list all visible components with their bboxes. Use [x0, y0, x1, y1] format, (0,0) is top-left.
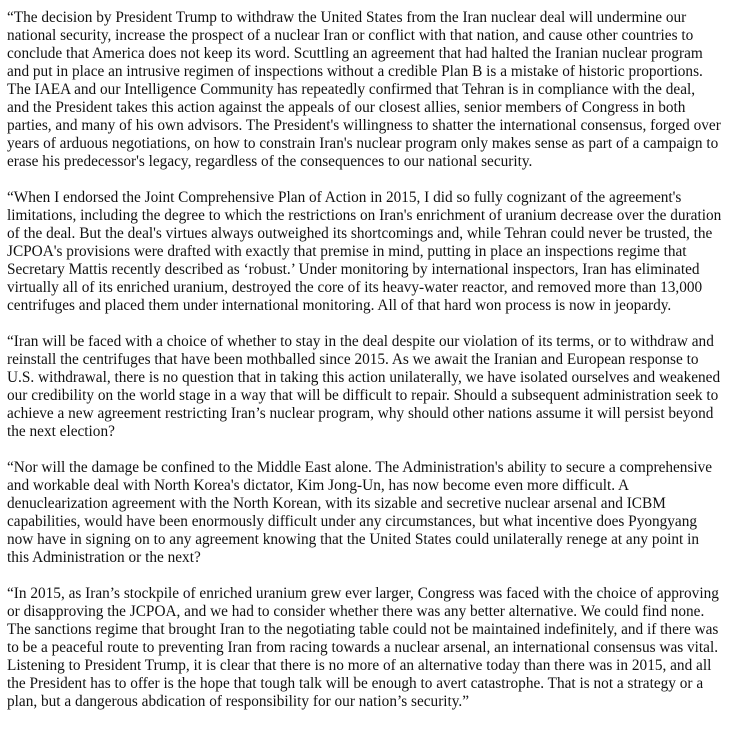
statement-paragraph: [7, 333, 721, 441]
paragraph-line: limitations, including the degree to which the restrictions on Iran's enrichment of uranium decrease over the duration: [7, 207, 722, 224]
paragraph-line: achieve a new agreement restricting Iran’s nuclear program, why should other nations assume it will persist beyond: [7, 405, 714, 422]
paragraph-line: “The decision by President Trump to withdraw the United States from the Iran nuclear deal will undermine our: [7, 9, 687, 26]
statement-document: [7, 9, 721, 729]
paragraph-line: plan, but a dangerous abdication of responsibility for our nation’s security.”: [7, 693, 470, 710]
paragraph-line: U.S. withdrawal, there is no question that in taking this action unilaterally, we have isolated ourselves and weakened: [7, 369, 721, 386]
statement-paragraph: [7, 585, 721, 711]
paragraph-line: “When I endorsed the Joint Comprehensive Plan of Action in 2015, I did so fully cognizant of the agreement's: [7, 189, 682, 206]
paragraph-line: The IAEA and our Intelligence Community has repeatedly confirmed that Tehran is in compliance with the deal,: [7, 81, 696, 98]
paragraph-line: “In 2015, as Iran’s stockpile of enriched uranium grew ever larger, Congress was faced with the choice of approving: [7, 585, 719, 602]
paragraph-line: erase his predecessor's legacy, regardless of the consequences to our national security.: [7, 153, 533, 170]
paragraph-line: The sanctions regime that brought Iran to the negotiating table could not be maintained indefinitely, and if there was: [7, 621, 719, 638]
paragraph-line: now have in signing on to any agreement knowing that the United States could unilaterally renege at any point in: [7, 531, 700, 548]
paragraph-line: “Nor will the damage be confined to the Middle East alone. The Administration's ability to secure a comprehensive: [7, 459, 713, 476]
paragraph-line: years of arduous negotiations, on how to constrain Iran's nuclear program only makes sense as part of a campaign to: [7, 135, 719, 152]
paragraph-line: our credibility on the world stage in a way that will be difficult to repair. Should a subsequent administration seek to: [7, 387, 719, 404]
paragraph-line: virtually all of its enriched uranium, destroyed the core of its heavy-water reactor, and removed more than 13,000: [7, 279, 703, 296]
paragraph-line: the next election?: [7, 423, 115, 440]
statement-paragraph: [7, 9, 721, 171]
statement-paragraph: [7, 459, 721, 567]
paragraph-line: reinstall the centrifuges that have been mothballed since 2015. As we await the Iranian and European response to: [7, 351, 699, 368]
paragraph-line: denuclearization agreement with the North Korean, with its sizable and secretive nuclear arsenal and ICBM: [7, 495, 666, 512]
paragraph-line: and workable deal with North Korea's dictator, Kim Jong-Un, has now become even more difficult. A: [7, 477, 630, 494]
paragraph-line: and the President takes this action against the appeals of our closest allies, senior members of Congress in both: [7, 99, 686, 116]
paragraph-line: or disapproving the JCPOA, and we had to consider whether there was any better alternative. We could find none.: [7, 603, 705, 620]
statement-paragraph: [7, 189, 721, 315]
paragraph-line: to be a peaceful route to preventing Iran from racing towards a nuclear arsenal, an international consensus was vital.: [7, 639, 719, 656]
paragraph-line: Secretary Mattis recently described as ‘robust.’ Under monitoring by international inspectors, Iran has eliminated: [7, 261, 700, 278]
paragraph-line: parties, and many of his own advisors. The President's willingness to shatter the international consensus, forged over: [7, 117, 721, 134]
paragraph-line: centrifuges and placed them under international monitoring. All of that hard won process is now in jeopardy.: [7, 297, 672, 314]
paragraph-line: this Administration or the next?: [7, 549, 201, 566]
paragraph-line: the President has to offer is the hope that tough talk will be enough to avert catastrophe. That is not a strategy or a: [7, 675, 704, 692]
paragraph-line: Listening to President Trump, it is clear that there is no more of an alternative today than there was in 2015, and all: [7, 657, 712, 674]
paragraph-line: of the deal. But the deal's virtues always outweighed its shortcomings and, while Tehran could never be trusted, the: [7, 225, 713, 242]
paragraph-line: conclude that America does not keep its word. Scuttling an agreement that had halted the Iranian nuclear program: [7, 45, 703, 62]
paragraph-line: capabilities, would have been enormously difficult under any circumstances, but what incentive does Pyongyang: [7, 513, 698, 530]
paragraph-line: and put in place an intrusive regimen of inspections without a credible Plan B is a mistake of historic proportions.: [7, 63, 703, 80]
paragraph-line: JCPOA's provisions were drafted with exactly that premise in mind, putting in place an inspections regime that: [7, 243, 687, 260]
paragraph-line: national security, increase the prospect of a nuclear Iran or conflict with that nation, and cause other countries to: [7, 27, 694, 44]
paragraph-line: “Iran will be faced with a choice of whether to stay in the deal despite our violation of its terms, or to withdraw and: [7, 333, 714, 350]
